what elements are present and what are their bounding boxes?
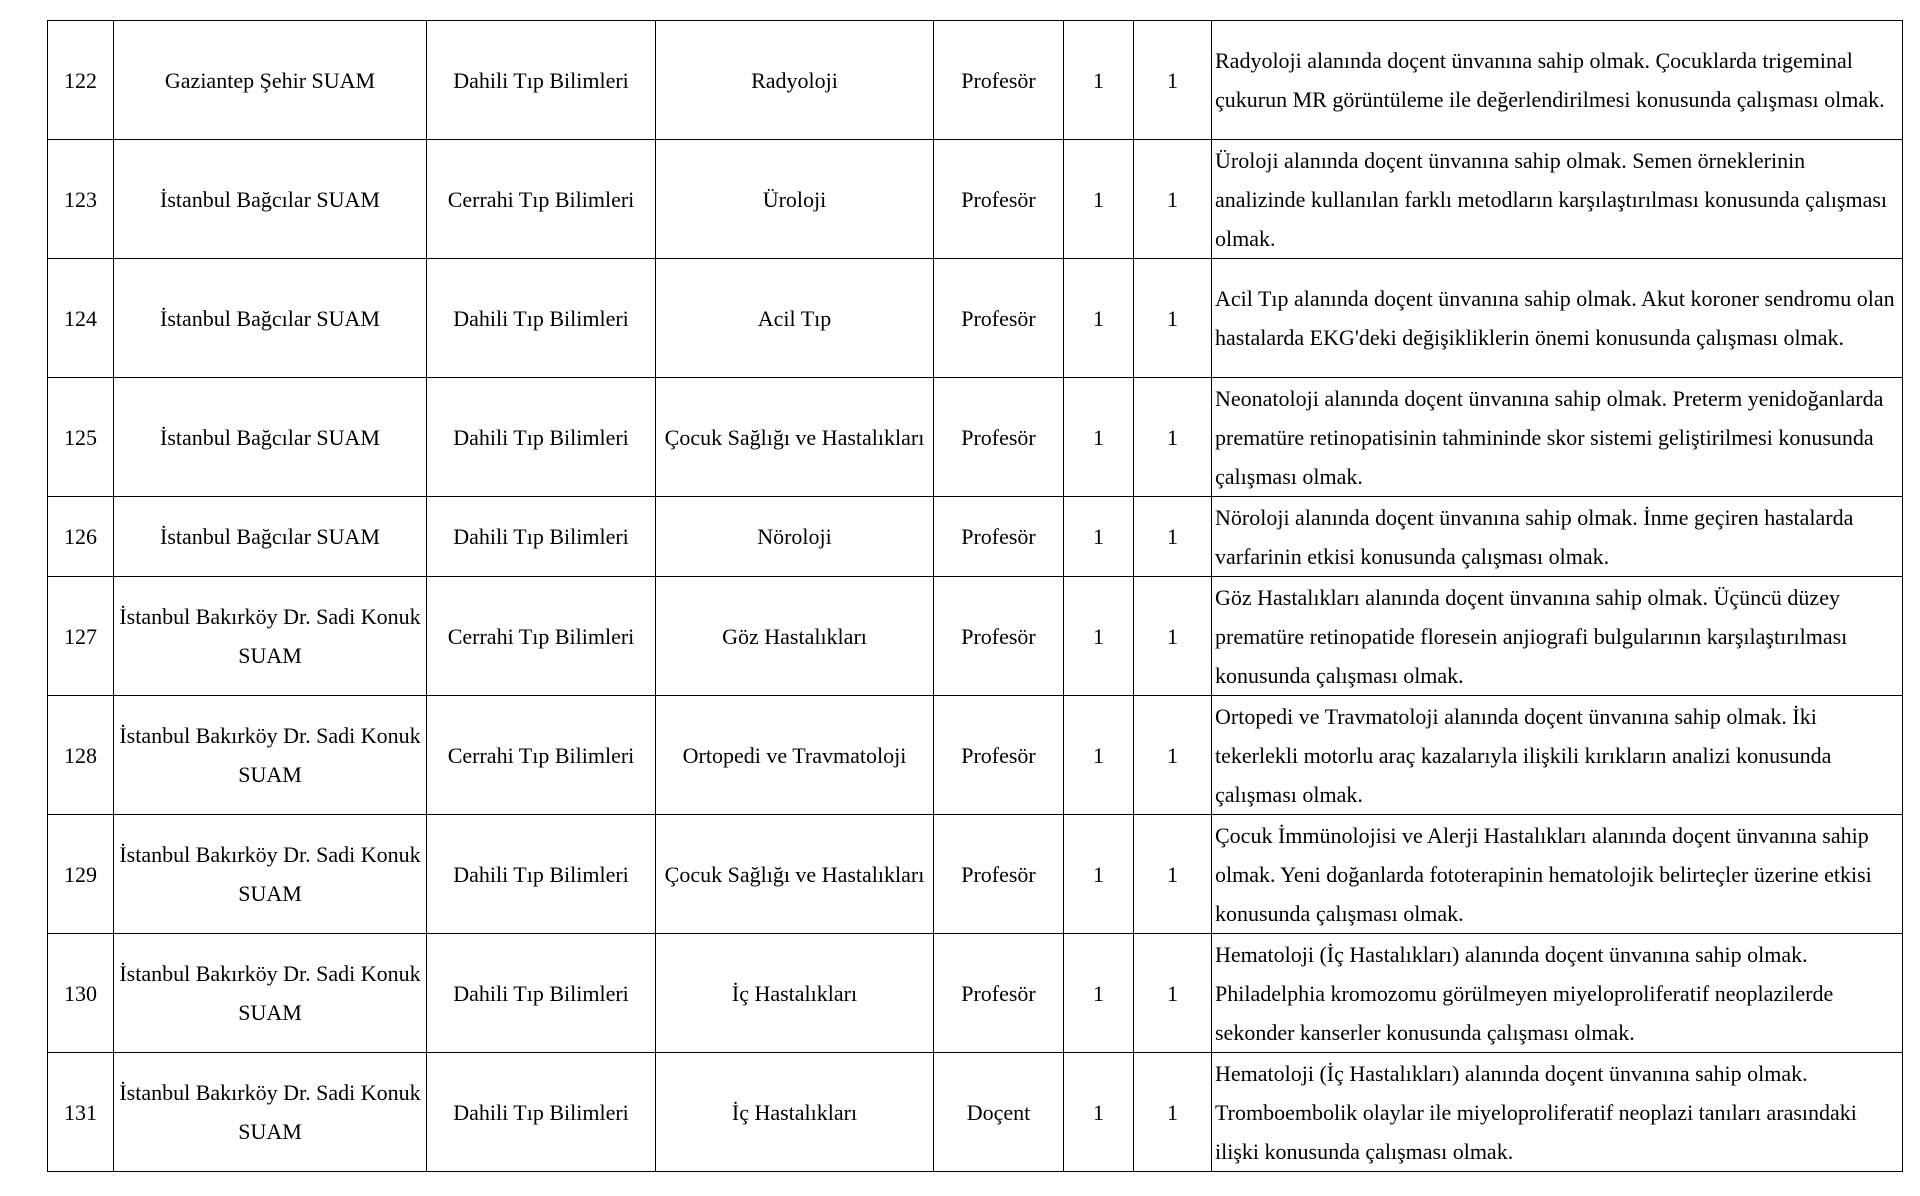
title-cell: Profesör xyxy=(934,934,1064,1053)
count-cell: 1 xyxy=(1064,259,1134,378)
requirement-cell: Ortopedi ve Travmatoloji alanında doçent ünvanına sahip olmak. İki tekerlekli motorlu araç kazalarıyla ilişkili kırıkların analizi konusunda çalışması olmak. xyxy=(1212,696,1903,815)
title-cell: Profesör xyxy=(934,21,1064,140)
requirement-cell: Radyoloji alanında doçent ünvanına sahip olmak. Çocuklarda trigeminal çukurun MR görüntüleme ile değerlendirilmesi konusunda çalışması olmak. xyxy=(1212,21,1903,140)
table-row xyxy=(48,934,1903,1053)
count-cell: 1 xyxy=(1134,21,1212,140)
table-row xyxy=(48,696,1903,815)
division-cell: Cerrahi Tıp Bilimleri xyxy=(427,577,656,696)
count-cell: 1 xyxy=(1064,934,1134,1053)
table-row xyxy=(48,577,1903,696)
row-number: 124 xyxy=(48,259,114,378)
institution-cell: İstanbul Bakırköy Dr. Sadi Konuk SUAM xyxy=(114,815,427,934)
department-cell: Üroloji xyxy=(656,140,934,259)
division-cell: Dahili Tıp Bilimleri xyxy=(427,497,656,577)
institution-cell: İstanbul Bağcılar SUAM xyxy=(114,259,427,378)
requirement-cell: Üroloji alanında doçent ünvanına sahip olmak. Semen örneklerinin analizinde kullanılan farklı metodların karşılaştırılması konusunda çalışması olmak. xyxy=(1212,140,1903,259)
count-cell: 1 xyxy=(1134,1053,1212,1172)
count-cell: 1 xyxy=(1064,378,1134,497)
title-cell: Doçent xyxy=(934,1053,1064,1172)
table-row xyxy=(48,378,1903,497)
row-number: 123 xyxy=(48,140,114,259)
count-cell: 1 xyxy=(1064,497,1134,577)
department-cell: Çocuk Sağlığı ve Hastalıkları xyxy=(656,378,934,497)
row-number: 129 xyxy=(48,815,114,934)
institution-cell: İstanbul Bağcılar SUAM xyxy=(114,378,427,497)
count-cell: 1 xyxy=(1064,815,1134,934)
institution-cell: İstanbul Bağcılar SUAM xyxy=(114,140,427,259)
requirement-cell: Hematoloji (İç Hastalıkları) alanında doçent ünvanına sahip olmak. Tromboembolik olaylar ile miyeloproliferatif neoplazi tanıları arasındaki ilişki konusunda çalışması olmak. xyxy=(1212,1053,1903,1172)
division-cell: Dahili Tıp Bilimleri xyxy=(427,378,656,497)
requirement-cell: Hematoloji (İç Hastalıkları) alanında doçent ünvanına sahip olmak. Philadelphia kromozomu görülmeyen miyeloproliferatif neoplazilerde sekonder kanserler konusunda çalışması olmak. xyxy=(1212,934,1903,1053)
department-cell: İç Hastalıkları xyxy=(656,1053,934,1172)
institution-cell: İstanbul Bakırköy Dr. Sadi Konuk SUAM xyxy=(114,934,427,1053)
requirement-cell: Acil Tıp alanında doçent ünvanına sahip olmak. Akut koroner sendromu olan hastalarda EKG'deki değişikliklerin önemi konusunda çalışması olmak. xyxy=(1212,259,1903,378)
count-cell: 1 xyxy=(1134,378,1212,497)
count-cell: 1 xyxy=(1064,696,1134,815)
division-cell: Dahili Tıp Bilimleri xyxy=(427,21,656,140)
count-cell: 1 xyxy=(1064,140,1134,259)
institution-cell: İstanbul Bakırköy Dr. Sadi Konuk SUAM xyxy=(114,696,427,815)
institution-cell: İstanbul Bağcılar SUAM xyxy=(114,497,427,577)
department-cell: Göz Hastalıkları xyxy=(656,577,934,696)
institution-cell: Gaziantep Şehir SUAM xyxy=(114,21,427,140)
count-cell: 1 xyxy=(1134,577,1212,696)
title-cell: Profesör xyxy=(934,140,1064,259)
title-cell: Profesör xyxy=(934,497,1064,577)
count-cell: 1 xyxy=(1134,934,1212,1053)
row-number: 130 xyxy=(48,934,114,1053)
title-cell: Profesör xyxy=(934,259,1064,378)
division-cell: Dahili Tıp Bilimleri xyxy=(427,259,656,378)
row-number: 128 xyxy=(48,696,114,815)
row-number: 125 xyxy=(48,378,114,497)
department-cell: Ortopedi ve Travmatoloji xyxy=(656,696,934,815)
table-row xyxy=(48,259,1903,378)
title-cell: Profesör xyxy=(934,577,1064,696)
count-cell: 1 xyxy=(1064,1053,1134,1172)
positions-table xyxy=(47,20,1903,1172)
title-cell: Profesör xyxy=(934,696,1064,815)
division-cell: Cerrahi Tıp Bilimleri xyxy=(427,140,656,259)
division-cell: Dahili Tıp Bilimleri xyxy=(427,1053,656,1172)
division-cell: Cerrahi Tıp Bilimleri xyxy=(427,696,656,815)
requirement-cell: Neonatoloji alanında doçent ünvanına sahip olmak. Preterm yenidoğanlarda prematüre retinopatisinin tahmininde skor sistemi geliştirilmesi konusunda çalışması olmak. xyxy=(1212,378,1903,497)
department-cell: Radyoloji xyxy=(656,21,934,140)
table-row xyxy=(48,21,1903,140)
department-cell: İç Hastalıkları xyxy=(656,934,934,1053)
requirement-cell: Çocuk İmmünolojisi ve Alerji Hastalıkları alanında doçent ünvanına sahip olmak. Yeni doğanlarda fototerapinin hematolojik belirteçler üzerine etkisi konusunda çalışması olmak. xyxy=(1212,815,1903,934)
department-cell: Acil Tıp xyxy=(656,259,934,378)
title-cell: Profesör xyxy=(934,815,1064,934)
table-row xyxy=(48,497,1903,577)
institution-cell: İstanbul Bakırköy Dr. Sadi Konuk SUAM xyxy=(114,1053,427,1172)
count-cell: 1 xyxy=(1134,140,1212,259)
table-row xyxy=(48,815,1903,934)
institution-cell: İstanbul Bakırköy Dr. Sadi Konuk SUAM xyxy=(114,577,427,696)
count-cell: 1 xyxy=(1064,577,1134,696)
division-cell: Dahili Tıp Bilimleri xyxy=(427,815,656,934)
department-cell: Nöroloji xyxy=(656,497,934,577)
row-number: 131 xyxy=(48,1053,114,1172)
row-number: 122 xyxy=(48,21,114,140)
table-row xyxy=(48,1053,1903,1172)
count-cell: 1 xyxy=(1134,696,1212,815)
count-cell: 1 xyxy=(1134,815,1212,934)
division-cell: Dahili Tıp Bilimleri xyxy=(427,934,656,1053)
count-cell: 1 xyxy=(1064,21,1134,140)
row-number: 127 xyxy=(48,577,114,696)
count-cell: 1 xyxy=(1134,497,1212,577)
requirement-cell: Nöroloji alanında doçent ünvanına sahip olmak. İnme geçiren hastalarda varfarinin etkisi konusunda çalışması olmak. xyxy=(1212,497,1903,577)
department-cell: Çocuk Sağlığı ve Hastalıkları xyxy=(656,815,934,934)
count-cell: 1 xyxy=(1134,259,1212,378)
requirement-cell: Göz Hastalıkları alanında doçent ünvanına sahip olmak. Üçüncü düzey prematüre retinopatide floresein anjiografi bulgularının karşılaştırılması konusunda çalışması olmak. xyxy=(1212,577,1903,696)
row-number: 126 xyxy=(48,497,114,577)
table-row xyxy=(48,140,1903,259)
title-cell: Profesör xyxy=(934,378,1064,497)
